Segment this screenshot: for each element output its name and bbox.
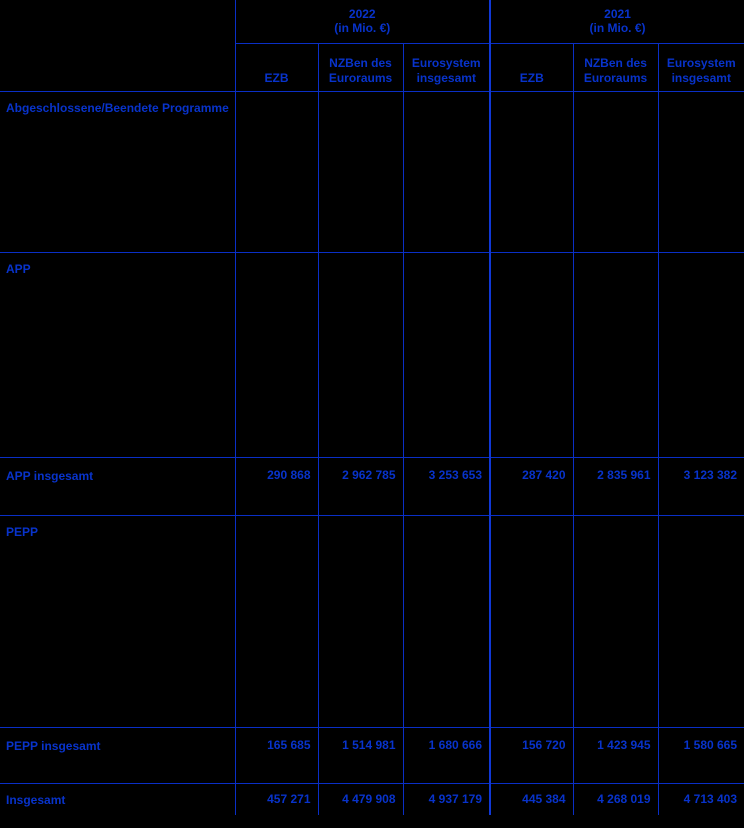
- value-grand-total-2022-nzben: 4 479 908: [318, 783, 403, 815]
- value-cell: [490, 252, 573, 457]
- value-cell: [490, 91, 573, 252]
- row-label-pepp-total: PEPP insgesamt: [0, 727, 235, 783]
- value-cell: [658, 252, 744, 457]
- total-row-pepp: [0, 727, 744, 783]
- value-cell: [235, 91, 318, 252]
- value-cell: [318, 252, 403, 457]
- value-cell: [573, 252, 658, 457]
- value-cell: [235, 252, 318, 457]
- row-label-app-total: APP insgesamt: [0, 457, 235, 515]
- value-pepp-total-2021-nzben: 1 423 945: [573, 727, 658, 783]
- value-grand-total-2021-nzben: 4 268 019: [573, 783, 658, 815]
- col-header-eurosystem-2022: Eurosystem insgesamt: [403, 43, 490, 91]
- section-row-pepp: [0, 515, 744, 727]
- section-row-closed-programmes: [0, 91, 744, 252]
- row-label-pepp: PEPP: [0, 515, 235, 727]
- unit-label-2021: (in Mio. €): [589, 21, 646, 36]
- year-label-2022: 2022: [348, 7, 376, 22]
- value-pepp-total-2021-eurosystem: 1 580 665: [658, 727, 744, 783]
- year-group-row: [0, 0, 744, 43]
- value-app-total-2022-nzben: 2 962 785: [318, 457, 403, 515]
- total-row-app: [0, 457, 744, 515]
- value-grand-total-2022-ezb: 457 271: [235, 783, 318, 815]
- value-cell: [403, 515, 490, 727]
- value-app-total-2021-eurosystem: 3 123 382: [658, 457, 744, 515]
- col-header-ezb-2021: EZB: [490, 43, 573, 91]
- row-label-app: APP: [0, 252, 235, 457]
- value-cell: [573, 91, 658, 252]
- value-app-total-2021-ezb: 287 420: [490, 457, 573, 515]
- value-grand-total-2021-ezb: 445 384: [490, 783, 573, 815]
- value-pepp-total-2022-ezb: 165 685: [235, 727, 318, 783]
- corner-cell: [0, 0, 235, 91]
- col-header-nzben-2022: NZBen des Euroraums: [318, 43, 403, 91]
- value-cell: [573, 515, 658, 727]
- value-cell: [403, 252, 490, 457]
- value-cell: [490, 515, 573, 727]
- unit-label-2022: (in Mio. €): [334, 21, 391, 36]
- value-cell: [235, 515, 318, 727]
- grand-total-row: [0, 783, 744, 815]
- value-grand-total-2021-eurosystem: 4 713 403: [658, 783, 744, 815]
- value-cell: [318, 91, 403, 252]
- value-pepp-total-2022-nzben: 1 514 981: [318, 727, 403, 783]
- year-label-2021: 2021: [604, 7, 631, 22]
- value-app-total-2022-eurosystem: 3 253 653: [403, 457, 490, 515]
- value-cell: [658, 515, 744, 727]
- row-label-closed-programmes: Abgeschlossene/Beendete Programme: [0, 91, 235, 252]
- value-cell: [658, 91, 744, 252]
- value-app-total-2021-nzben: 2 835 961: [573, 457, 658, 515]
- value-cell: [403, 91, 490, 252]
- value-cell: [318, 515, 403, 727]
- col-header-nzben-2021: NZBen des Euroraums: [573, 43, 658, 91]
- year-group-2022: [235, 0, 490, 43]
- row-label-grand-total: Insgesamt: [6, 792, 66, 807]
- section-row-app: [0, 252, 744, 457]
- value-app-total-2022-ezb: 290 868: [235, 457, 318, 515]
- col-header-ezb-2022: EZB: [235, 43, 318, 91]
- col-header-eurosystem-2021: Eurosystem insgesamt: [658, 43, 744, 91]
- year-group-2021: [490, 0, 744, 43]
- value-pepp-total-2022-eurosystem: 1 680 666: [403, 727, 490, 783]
- value-grand-total-2022-eurosystem: 4 937 179: [403, 783, 490, 815]
- value-pepp-total-2021-ezb: 156 720: [490, 727, 573, 783]
